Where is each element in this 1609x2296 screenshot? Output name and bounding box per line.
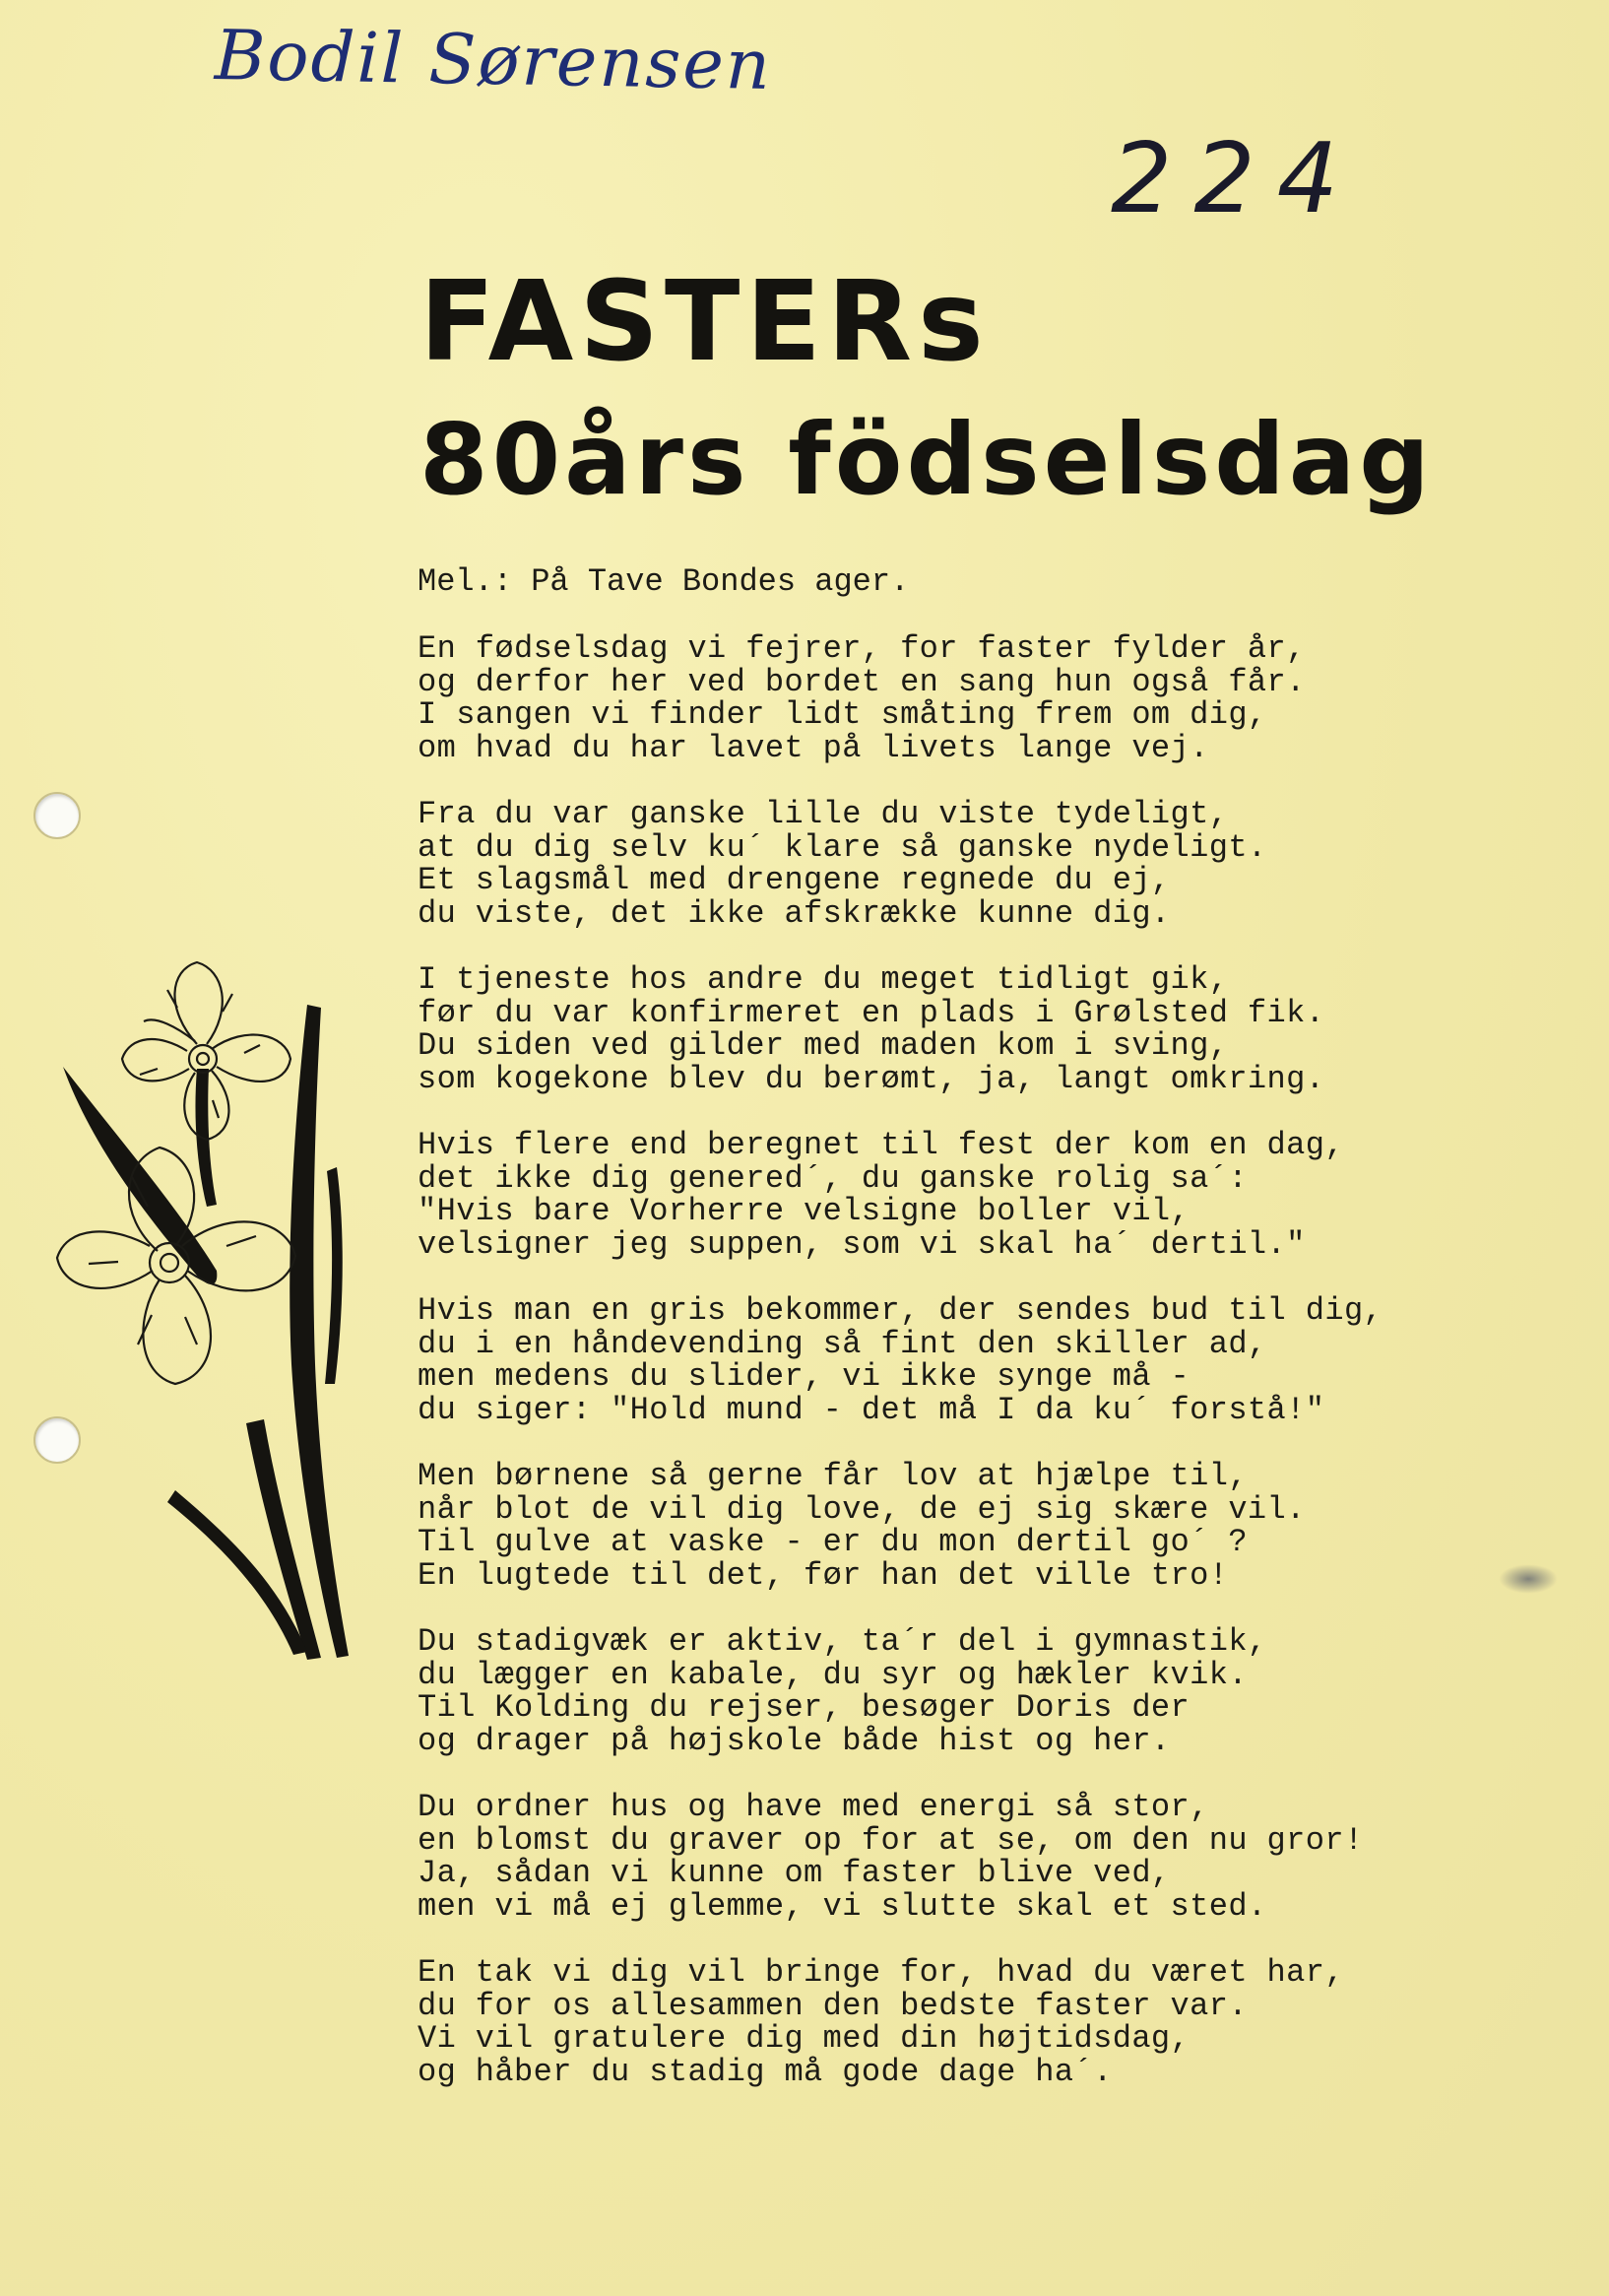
verse [418, 1956, 1383, 2088]
title-line-2: 80års födselsdag [419, 402, 1434, 517]
verse-line: men medens du slider, vi ikke synge må - [418, 1358, 1191, 1395]
verse-line: En lugtede til det, før han det ville tro! [418, 1556, 1229, 1594]
verse-line: før du var konfirmeret en plads i Grølsted fik. [418, 994, 1325, 1031]
song-verses [418, 632, 1383, 2122]
verse [418, 1625, 1383, 1757]
verse-line: en blomst du graver op for at se, om den nu gror! [418, 1821, 1364, 1859]
verse [418, 1460, 1383, 1592]
verse-line: Men børnene så gerne får lov at hjælpe til, [418, 1458, 1248, 1494]
verse-line: En tak vi dig vil bringe for, hvad du været har, [418, 1954, 1344, 1991]
daffodil-illustration [49, 951, 374, 1679]
verse-line: du siger: "Hold mund - det må I da ku´ forstå!" [418, 1391, 1325, 1428]
verse-line: Fra du var ganske lille du viste tydeligt, [418, 796, 1229, 832]
verse-line: når blot de vil dig love, de ej sig skære vil. [418, 1490, 1306, 1528]
verse-line: Du ordner hus og have med energi så stor, [418, 1789, 1209, 1825]
verse-line: I sangen vi finder lidt småting frem om dig, [418, 696, 1267, 733]
punch-hole-top [33, 792, 81, 839]
verse-line: du lægger en kabale, du syr og hækler kvik. [418, 1656, 1248, 1693]
verse-line: Vi vil gratulere dig med din højtidsdag, [418, 2020, 1191, 2057]
melody-line: Mel.: På Tave Bondes ager. [418, 563, 910, 600]
verse-line: og håber du stadig må gode dage ha´. [418, 2053, 1113, 2090]
verse-line: Et slagsmål med drengene regnede du ej, [418, 862, 1171, 898]
verse-line: du i en håndevending så fint den skiller ad, [418, 1325, 1267, 1362]
verse-line: I tjeneste hos andre du meget tidligt gik, [418, 961, 1229, 998]
verse [418, 1294, 1383, 1426]
ink-smudge [1499, 1564, 1558, 1594]
verse-line: Til Kolding du rejser, besøger Doris der [418, 1689, 1191, 1726]
verse-line: du viste, det ikke afskrække kunne dig. [418, 894, 1171, 932]
verse-line: En fødselsdag vi fejrer, for faster fylder år, [418, 630, 1306, 667]
handwritten-number: 224 [1111, 123, 1361, 235]
verse [418, 1129, 1383, 1261]
verse-line: om hvad du har lavet på livets lange vej. [418, 729, 1209, 766]
verse [418, 1791, 1383, 1923]
verse-line: men vi må ej glemme, vi slutte skal et sted. [418, 1887, 1267, 1925]
verse-line: Du stadigvæk er aktiv, ta´r del i gymnastik, [418, 1623, 1267, 1660]
verse-line: at du dig selv ku´ klare så ganske nydeligt. [418, 828, 1267, 866]
title-line-1: FASTERs [419, 258, 990, 386]
verse [418, 632, 1383, 764]
verse-line: Hvis flere end beregnet til fest der kom en dag, [418, 1127, 1344, 1163]
verse-line: du for os allesammen den bedste faster var. [418, 1987, 1248, 2024]
verse-line: "Hvis bare Vorherre velsigne boller vil, [418, 1193, 1191, 1229]
verse-line: Til gulve at vaske - er du mon dertil go´ ? [418, 1524, 1248, 1560]
verse-line: velsigner jeg suppen, som vi skal ha´ dertil." [418, 1225, 1306, 1263]
verse-line: og derfor her ved bordet en sang hun også får. [418, 663, 1306, 700]
verse-line: som kogekone blev du berømt, ja, langt omkring. [418, 1060, 1325, 1097]
verse-line: og drager på højskole både hist og her. [418, 1722, 1171, 1759]
handwritten-name: Bodil Sørensen [214, 15, 773, 105]
verse [418, 798, 1383, 930]
verse-line: det ikke dig genered´, du ganske rolig sa´: [418, 1159, 1248, 1197]
verse-line: Hvis man en gris bekommer, der sendes bud til dig, [418, 1292, 1384, 1329]
verse-line: Du siden ved gilder med maden kom i sving, [418, 1027, 1229, 1064]
verse [418, 963, 1383, 1095]
verse-line: Ja, sådan vi kunne om faster blive ved, [418, 1855, 1171, 1891]
